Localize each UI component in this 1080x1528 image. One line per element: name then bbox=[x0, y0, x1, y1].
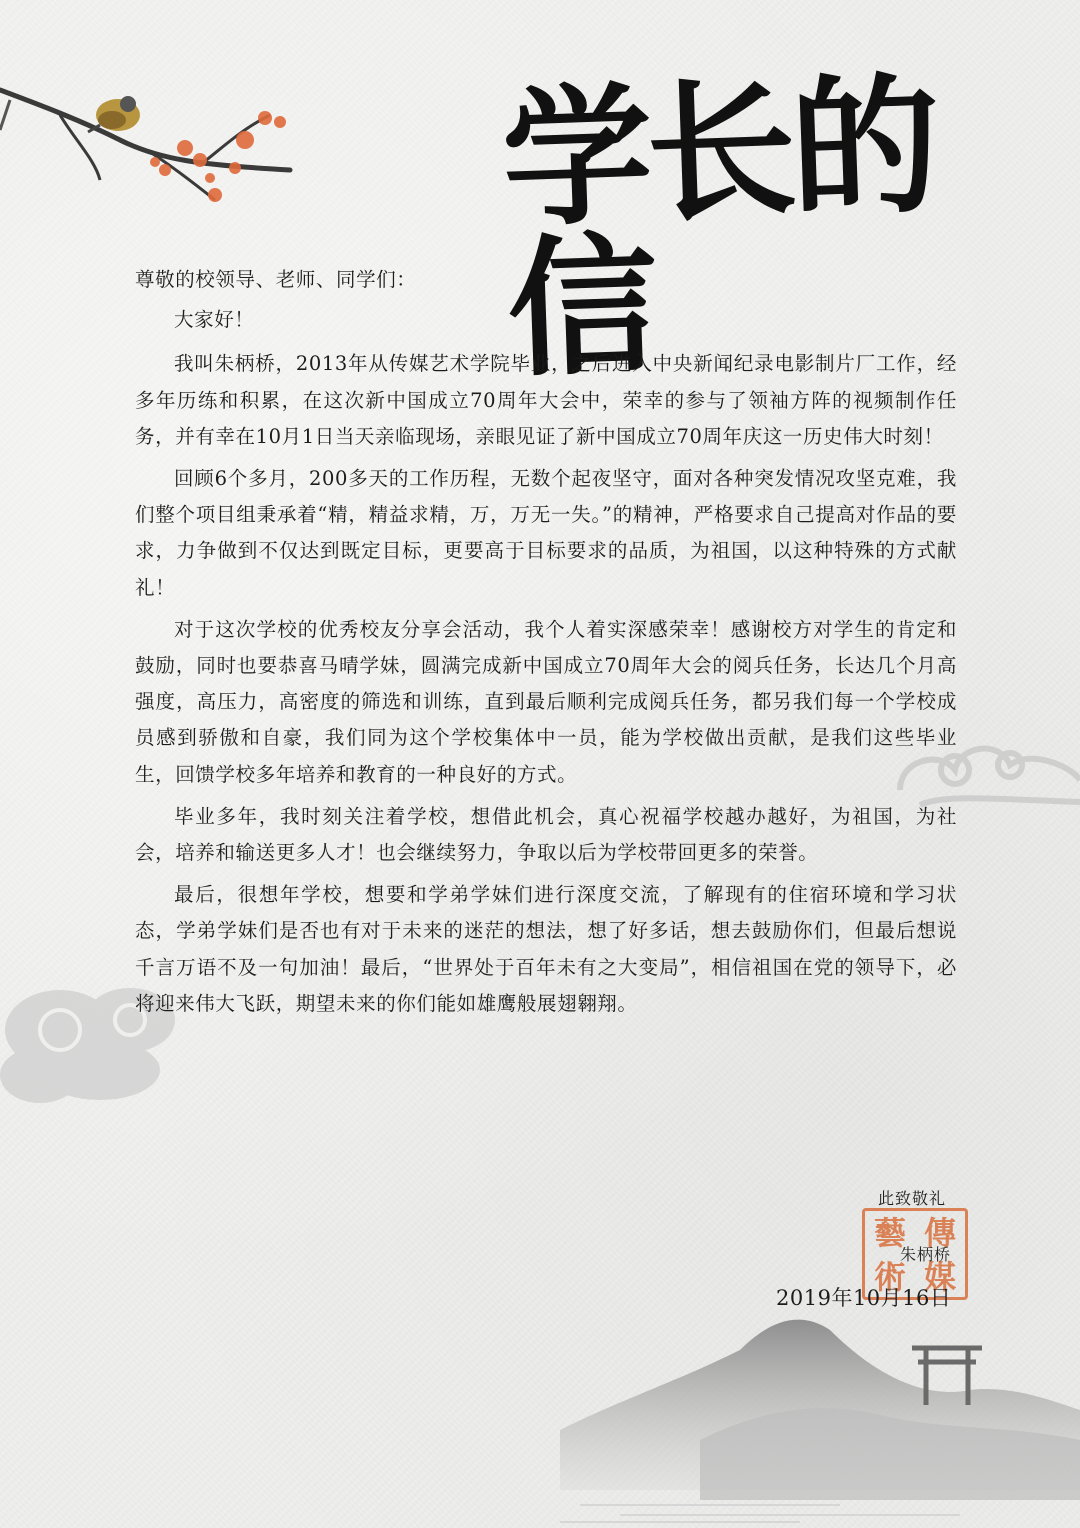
letter-paragraph: 我叫朱柄桥，2013年从传媒艺术学院毕业，之后进入中央新闻纪录电影制片厂工作，经多年历练和积累，在这次新中国成立70周年大会中，荣幸的参与了领袖方阵的视频制作任务，并有幸在10月1日当天亲临现场，亲眼见证了新中国成立70周年庆这一历史伟大时刻！ bbox=[135, 352, 957, 448]
plum-blossom-branch bbox=[0, 70, 310, 220]
seal-char: 傳 bbox=[923, 1214, 956, 1252]
letter-date: 2019年10月16日 bbox=[776, 1286, 952, 1310]
seal-char: 媒 bbox=[923, 1258, 956, 1296]
letter-paragraph: 毕业多年，我时刻关注着学校，想借此机会，真心祝福学校越办越好，为祖国，为社会，培养和输送更多人才！也会继续努力，争取以后为学校带回更多的荣誉。 bbox=[135, 804, 957, 865]
seal-char: 藝 bbox=[873, 1214, 906, 1252]
letter-paragraph: 大家好！ bbox=[174, 308, 255, 332]
letter-signer: 朱柄桥 bbox=[900, 1245, 952, 1264]
seal-char: 術 bbox=[873, 1258, 906, 1296]
letter-title: 学长的信 bbox=[499, 57, 938, 398]
letter-closing: 此致敬礼 bbox=[878, 1189, 947, 1208]
letter-paragraph: 对于这次学校的优秀校友分享会活动，我个人着实深感荣幸！感谢校方对学生的肯定和鼓励，同时也要恭喜马晴学妹，圆满完成新中国成立70周年大会的阅兵任务，长达几个月高强度，高压力，高密度的筛选和训练，直到最后顺利完成阅兵任务，都另我们每一个学校成员感到骄傲和自豪，我们同为这个学校集体中一员，能为学校做出贡献，是我们这些毕业生，回馈学校多年培养和教育的一种良好的方式。 bbox=[135, 617, 957, 786]
letter-body bbox=[135, 262, 957, 1028]
letter-paragraph: 回顾6个多月，200多天的工作历程，无数个起夜坚守，面对各种突发情况攻坚克难，我们整个项目组秉承着“精，精益求精，万，万无一失。”的精神，严格要求自己提高对作品的要求，力争做到不仅达到既定目标，更要高于目标要求的品质，为祖国，以这种特殊的方式献礼！ bbox=[135, 467, 957, 599]
letter-paragraph: 最后，很想年学校，想要和学弟学妹们进行深度交流，了解现有的住宿环境和学习状态，学弟学妹们是否也有对于未来的迷茫的想法，想了好多话，想去鼓励你们，但最后想说千言万语不及一句加油！最后，“世界处于百年未有之大变局”，相信祖国在党的领导下，必将迎来伟大飞跃，期望未来的你们能如雄鹰般展翅翱翔。 bbox=[135, 883, 957, 1015]
ink-mountains bbox=[540, 1290, 1080, 1528]
bird-icon bbox=[88, 96, 140, 132]
letter-greeting: 尊敬的校领导、老师、同学们： bbox=[135, 268, 417, 291]
